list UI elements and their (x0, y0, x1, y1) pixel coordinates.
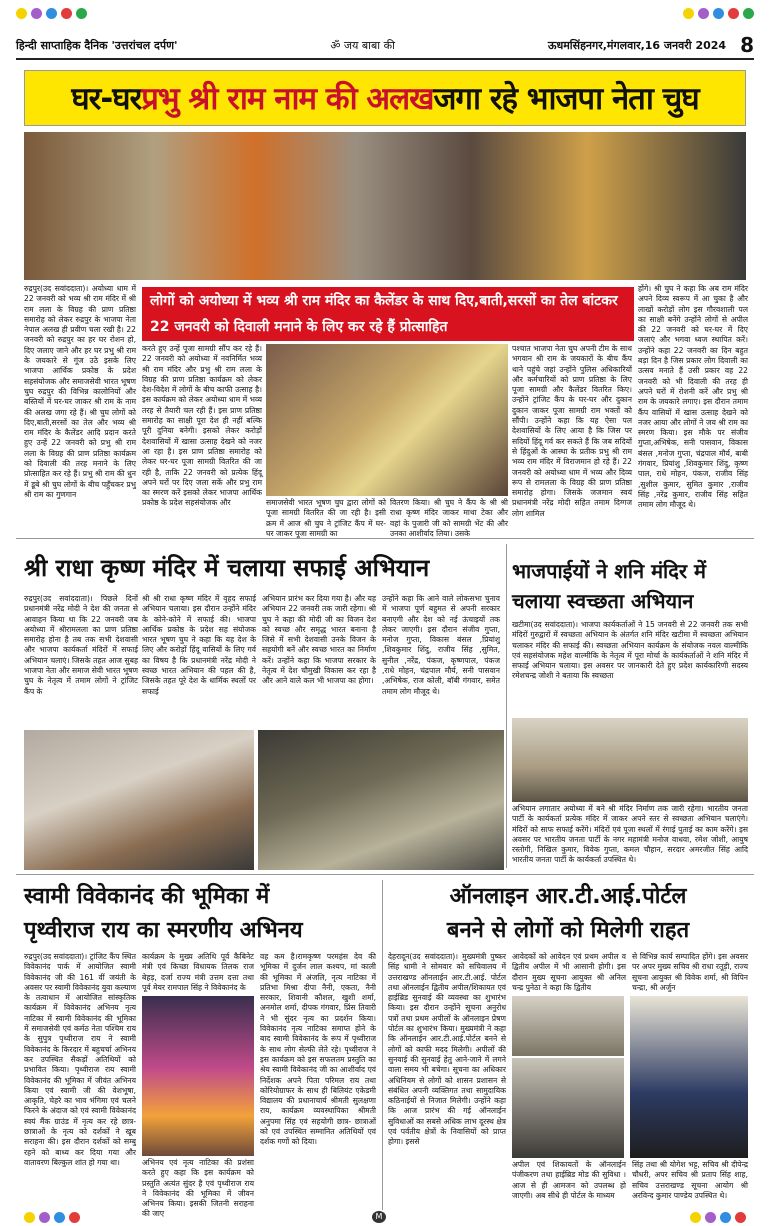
decorative-dots-right (683, 8, 754, 19)
vivekananda-headline-line1: स्वामी विवेकानंद की भूमिका में (24, 884, 270, 909)
dot (24, 1212, 35, 1223)
dot (76, 8, 87, 19)
lead-col-3: समाजसेवी भारत भूषण चुघ द्वारा लोगों को पूजा सामग्री वितरित की जा रही है। इसी क्रम में आज श्री चुघ ने ट्रांजिट कैंप में घर-घर जाकर पूजा सामग्री का (266, 498, 386, 538)
om-icon: ॐ (330, 38, 341, 52)
dot (683, 8, 694, 19)
slogan-text: जय बाबा की (343, 38, 395, 52)
dot (54, 1212, 65, 1223)
vivekananda-col-1: रुद्रपुर(उद सवांददाता)। ट्रांजिट कैंप स्थित विवेकानंद पार्क में आयोजित स्वामी विवेकानंद जी की 161 वीं जयंती के अवसर पर स्वामी विवेकानंद युवा कल्याण के तत्वाधान में आयोजित सांस्कृतिक कार्यक्रम में विवेकानंद अभिनय नृत्य नाटिका में स्वामी विवेकानंद की भूमिका में समाजसेवी एवं कर्मठ नेता पश्चिम राय के सुपुत्र पृथ्वीराज राय ने स्वामी विवेकानंद के किरदार में बहुचर्चा अभिनय कर उपस्थित सैकड़ों अतिथियों को प्रभावित किया। पृथ्वीराज राय स्वामी विवेकानंद की भूमिका में जीवंत अभिनय किया एवं स्वामी जी की वेशभूषा, आकृति, चेहरे का भाव भंगिमा एवं चलने फिरने के अंदाज को एवं स्वामी विवेकानंद स्वयं मैंक ग्राउंड में नृत्य कर रहे छात्र-छात्राओं के नृत्य को दर्शकों ने खूब सराहना की। इस दौरान दर्शकों को सम्बु रहने को बाध्य कर दिया गया और वातावरण बिल्कुल शांत हो गया था। (24, 952, 136, 1167)
radha-col-2: श्री श्री राधा कृष्ण मंदिर में वृहद सफाई अभियान चलाया। इस दौरान उन्होंने मंदिर के कोने-कोने में सफाई की। भाजपा आर्थिक प्रकोष्ठ के प्रदेश सह संयोजक भारत भूषण चुघ ने कहा कि यह देश के लिए और करोड़ों हिंदू वासियों के लिए गर्व का विषय है कि प्रधानमंत्री नरेंद्र मोदी ने स्वच्छ भारत अभियान की पहल की है, जिसके तहत पूरे देश के धार्मिक स्थलों पर सफाई (142, 594, 256, 696)
dot (720, 1212, 731, 1223)
dot (39, 1212, 50, 1223)
rti-col-2-bottom: अपील एवं शिकायतों के ऑनलाईन पंजीकरण तथा हाईब्रिड मोड की सुविधा । आज से ही आमजन को उपलब्ध हो जाएगी। अब सीधे ही पोर्टल के माध्यम (512, 1160, 626, 1200)
headline-part2: जगा रहे भाजपा नेता चुघ (433, 81, 699, 117)
rti-headline-line2: बनने से लोगों को मिलेगी राहत (446, 918, 690, 943)
rti-col-3-bottom: सिंह तथा श्री योगेश भट्ट, सचिव श्री दीपेन्द्र चौधरी, अपर सचिव श्री प्रताप सिंह शाह, सचिव उत्तराखण्ड सूचना आयोग श्री अरविन्द कुमार पाण्डेय उपस्थित थे। (632, 1160, 748, 1200)
dot (69, 1212, 80, 1223)
rti-photo-2 (512, 1058, 624, 1158)
shani-body: अभियान लगातार अयोध्या में बने श्री मंदिर निर्माण तक जारी रहेगा। भारतीय जनता पार्टी के कार्यकर्ता प्रत्येक मंदिर में जाकर अपने स्तर से स्वच्छता अभियान चलाएंगे। मंदिरों को साफ सफाई करेंगे। मंदिरों एवं पूजा स्थलों में रंगाई पुताई का काम करेंगे। इस अवसर पर भारतीय जनता पार्टी के नगर महामंत्री मनोज वाधवा, रमेश जोशी, आयुष रस्तोगी, निखिल कुमार, विवेक गुप्ता, कमल चौहान, सरदार अमरजीत सिंह आदि भारतीय जनता पार्टी के कार्यकर्ता उपस्थित थे। (512, 804, 748, 865)
shani-photo (512, 718, 748, 802)
page-number: 8 (740, 33, 754, 57)
lead-headline (24, 70, 746, 126)
lead-photo (24, 132, 746, 280)
dot (713, 8, 724, 19)
rti-headline-line1: ऑनलाइन आर.टी.आई.पोर्टल (449, 884, 687, 909)
dateline: ऊधमसिंहनगर,मंगलवार,16 जनवरी 2024 (547, 38, 727, 52)
dot (16, 8, 27, 19)
lead-col-6: होंगे। श्री चुघ ने कहा कि अब राम मंदिर अपने दिव्य स्वरूप में आ चुका है और लाखों करोड़ों लोग इस गौरवशाली पल का साक्षी बनेंगे उन्होंने लोगों से अपील की 22 जनवरी को घर-घर में दिए जलाएं और भगवा ध्वज स्थापित करें। उन्होंने कहा 22 जनवरी का दिन बहुत बड़ा दिन है जिस प्रकार लोग दिवाली का उत्सव मनाते हैं उसी प्रकार वह 22 जनवरी को भी दिवाली की तरह ही अपने घरों में रोशनी करें और प्रभु श्री राम के जयकारे लगाए। इस दौरान तमाम कैंप वासियों में खास उत्साह देखने को नजर आया और लोगों ने जय श्री राम का स्मरण किया। इस मौके पर संजीव गुप्ता,अभिषेक, सनी पासवान, विकास बंसल ,मनोज गुप्ता, चंद्रपाल मौर्य, बाबी गंगवार, प्रियांशु ,शिवकुमार शिंदु, कृष्ण पाल, राधे मोहन, पंकज, राजीव सिंह ,सुशील कुमार, सुमित कुमार ,राजीव सिंह ,नरेंद्र कुमार, राजीव सिंह सहित तमाम लोग मौजूद थे। (638, 284, 748, 510)
column-rule-2 (382, 880, 383, 1210)
dot (690, 1212, 701, 1223)
vivekananda-headline-line2: पृथ्वीराज राय का स्मरणीय अभिनय (24, 918, 303, 943)
vivekananda-photo (142, 996, 254, 1156)
lead-col-2: करते हुए उन्हें पूजा सामग्री सौंप कर रहे हैं। 22 जनवरी को अयोध्या में नवनिर्मित भव्य श्री राम मंदिर और प्रभु श्री राम लला के विग्रह की प्राण प्रतिष्ठा कार्यक्रम को लेकर देश-विदेश में लोगों के बीच काफी उत्साह है। इस कार्यक्रम को लेकर अयोध्या धाम में भव्य तरह से तैयारी चल रही हैं। इस प्राण प्रतिष्ठा समारोह का साक्षी पूरा देश ही नहीं बल्कि पूरी दुनिया बनेगी। इसको लेकर करोड़ों देशवासियों में खासा उत्साह देखने को नजर आ रहा है। इस प्राण प्रतिष्ठा समारोह को लेकर घर-घर पूजा सामग्री वितरित की जा रही है, ताकि 22 जनवरी को प्रत्येक हिंदू अपने घरों पर दिए जला सकें और प्रभु राम का स्मरण करें इसको लेकर भाजपा आर्थिक प्रकोष्ठ के प्रदेश सहसंयोजक और (142, 344, 262, 508)
dot (735, 1212, 746, 1223)
vivekananda-col-2-top: कार्यक्रम के मुख्य अतिथि पूर्व कैबिनेट मंत्री एवं किच्छा विधायक तिलक राज बेहड़, दर्जा राज्य मंत्री उत्तम दत्ता तथा पूर्व मेयर रामपाल सिंह ने विवेकानंद के (142, 952, 254, 992)
radha-col-1: रुद्रपुर(उद सवांददाता)। पिछले दिनों प्रधानमंत्री नरेंद्र मोदी ने देश की जनता से आवाहन किया था कि 22 जनवरी जब अयोध्या में श्रीरामलला का प्राण प्रतिष्ठा समारोह होना है तब तक सभी देशवासी और भाजपा कार्यकर्ता मंदिरों में सफाई अभियान चलाएं। जिसके तहत आज सुबह भाजपा नेता और समाज सेवी भारत भूषण चुघ के नेतृत्व में तमाम लोगों ने ट्रांजिट कैंप के (24, 594, 138, 696)
rti-photo-3 (630, 996, 748, 1158)
shani-headline-line1: भाजपाईयों ने शनि मंदिर में (512, 559, 706, 583)
paper-name: हिन्दी साप्ताहिक दैनिक 'उत्तरांचल दर्पण' (16, 38, 178, 52)
rti-photo-1 (512, 996, 624, 1056)
shani-headline-line2: चलाया स्वच्छता अभियान (512, 589, 694, 613)
rti-col-2-top: आवेदकों को आवेदन एवं प्रथम अपील व द्वितीय अपील में भी आसानी होगी। इस दौरान मुख्य सूचना आयुक्त श्री अनिल चन्द्र पुनेठा ने कहा कि द्वितीय (512, 952, 626, 992)
slogan (177, 38, 547, 53)
column-rule (506, 544, 507, 868)
headline-part1: घर-घर (71, 81, 142, 117)
decorative-dots-bottom-right (690, 1212, 746, 1223)
shani-intro: खटीमा(उद सवांददाता)। भाजपा कार्यकर्ताओं ने 15 जनवरी से 22 जनवरी तक सभी मंदिरों गुरुद्वारों में स्वच्छता अभियान के अंतर्गत शनि मंदिर खटीमा में स्वच्छता अभियान चलाकर मंदिर की सफाई की। स्वच्छता अभियान कार्यक्रम के संयोजक नवल वाल्मीकि एवं सहसंयोजक महेश वाल्मीकि के नेतृत्व में पूरा मोर्चा के कार्यकर्ताओं ने शनि मंदिर में सफाई अभियान चलाया। इस अवसर पर जानकारी देते हुए प्रदेश कार्यकारिणी सदस्य रमेशचन्द्र जोशी ने बताया कि स्वच्छता (512, 620, 748, 681)
vivekananda-col-2-bottom: अभिनय एवं नृत्य नाटिका की प्रशंसा करते हुए कहा कि इस कार्यक्रम को प्रस्तुति अत्यंत सुंदर है एवं पृथ्वीराज राय ने विवेकानंद की भूमिका में जीवन अभिनय किया। इसकी जितनी सराहना की जाए (142, 1158, 254, 1219)
decorative-dots-left (16, 8, 87, 19)
dot (698, 8, 709, 19)
lead-col-5: पश्चात भाजपा नेता चुघ अपनी टीम के साथ भगवान श्री राम के जयकारों के बीच कैंप थाने पहुंचे जहां उन्होंने पुलिस अधिकारियों और कर्मचारियों को प्राण प्रतिष्ठा के लिए पूजा सामग्री और कैलेंडर वितरित किए। उन्होंने ट्रांजिट कैंप के घर-घर और दुकान दुकान जाकर पूजा सामग्री राम भक्तों को सौंपी। उन्होंने कहा कि यह ऐसा पल देशवासियों के लिए आया है कि जिस पर सदियों हिंदू गर्व कर सकते हैं कि जब सदियों से हिंदुओं के आस्था के प्रतीक प्रभु श्री राम भव्य राम मंदिर में विराजमान हो रहे हैं। 22 जनवरी को अयोध्या धाम में भव्य और दिव्य रूप से रामलला के विग्रह की प्राण प्रतिष्ठा समारोह होगा। जिसके जजमान स्वयं प्रधानमंत्री नरेंद्र मोदी सहित तमाम दिग्गज लोग शामिल (512, 344, 632, 518)
dot (46, 8, 57, 19)
rti-col-1: देहरादून(उद सवांददाता)। मुख्यमंत्री पुष्कर सिंह धामी ने सोमवार को सचिवालय में उत्तराखण्ड ऑनलाईन आर.टी.आई. पोर्टल तथा ऑनलाईन द्वितीय अपील/शिकायत एवं हाईब्रिड सुनवाई की व्यवस्था का शुभारंभ किया। इस दौरान उन्होंने सूचना अनुरोध पत्रों तथा प्रथम अपीलों के ऑनलाइन प्रेषण पोर्टल का शुभारंभ किया। मुख्यमंत्री ने कहा कि ऑनलाईन आर.टी.आई.पोर्टल बनने से लोगों को काफी मदद मिलेगी। अपीलों की सुनवाई की सुनवाई हेतु आने-जाने में लगने वाला समय भी बचेगा। सूचना का अधिकार अधिनियम से लोगों को शासन प्रशासन से संबंधित अपनी व्यक्तिगत तथा सामुदायिक कठिनाईयों से निजात मिलेगी। उन्होंने कहा कि आज प्रारंभ की गई ऑनलाईन सुविधाओं का सबसे अधिक लाभ दूरस्थ क्षेत्र एवं पर्वतीय क्षेत्रों के निवासियों को प्राप्त होगा। इससे (388, 952, 506, 1147)
lead-col-4: वितरण किया। श्री चुघ ने कैंप के श्री श्री राधा कृष्ण मंदिर जाकर माथा टेका और वहां के पुजारी जी को सामग्री भेंट की और उनका आशीर्वाद लिया। उसके (390, 498, 508, 538)
vivekananda-col-3: वह कम है।रामकृष्ण परमहंस देव की भूमिका में दुर्जन लाल कश्यप, मां काली की भूमिका में अंजलि, नृत्य नाटिका में प्रतिभा मिश्रा दीपा नैनी, एकता, नैनी सरकार, शिवानी कौशल, खुशी शर्मा, अनमोल शर्मा, दीपक गंगवार, प्रिंस तिवारी ने भी सुंदर नृत्य का प्रदर्शन किया। विवेकानंद नृत्य नाटिका समाप्त होने के बाद स्वामी विवेकानंद के रूप में पृथ्वीराज के साथ लोग सेल्फी लेते रहे। पृथ्वीराज ने इस कार्यक्रम को इस सफलतम प्रस्तुति का श्रेय स्वामी विवेकानंद जी का आशीर्वाद एवं निर्देशक अपने पिता परिमल राय तथा कोरियोग्राफर के साथ ही बिलियंट एकेडमी विद्यालय की प्रधानाचार्य श्रीमती सुलक्षणा राय, कार्यक्रम व्यवस्थापिका श्रीमती अनुपमा सिंह एवं सहयोगी छात्र- छात्राओं को एवं उपस्थित सम्मानित अतिथियों एवं दर्शक गणों को दिया। (260, 952, 376, 1147)
rti-col-3-top: से विभिन्न कार्य सम्पादित होंगे। इस अवसर पर अपर मुख्य सचिव श्री राधा रतूड़ी, राज्य सूचना आयुक्त श्री विवेक शर्मा, श्री विपिन चन्द्रा, श्री अर्जुन (632, 952, 748, 992)
section-rule-2 (16, 874, 754, 875)
masthead-rule (16, 58, 754, 60)
section-rule (16, 538, 754, 539)
dot (728, 8, 739, 19)
radha-col-3: अभियान प्रारंभ कर दिया गया है। और यह अभियान 22 जनवरी तक जारी रहेगा। श्री चुघ ने कहा की मोदी जी का विजन देश को स्वच्छ और समृद्ध भारत बनाना है जिसे में सभी देशवासी उनके विजन के सहयोगी बनें और स्वच्छ भारत का निर्माण करें। उन्होंने कहा कि भाजपा सरकार के नेतृत्व में देश चौमुखी विकास कर रहा है और आने वाले कल भी भाजपा का होगा। (262, 594, 376, 686)
radha-photo-2 (258, 730, 504, 870)
lead-photo-2 (266, 344, 508, 496)
dot (31, 8, 42, 19)
dot (61, 8, 72, 19)
dot (705, 1212, 716, 1223)
lead-col-1: रुद्रपुर(उद सवांददाता)। अयोध्या धाम में 22 जनवरी को भव्य श्री राम मंदिर में श्री राम लला के विग्रह की प्राण प्रतिष्ठा समारोह को लेकर रुद्रपुर के भाजपा नेता नेपाल अलख ही प्रवीण चला रखी है। 22 जनवरी को रुद्रपुर का हर घर रोशन हो, दिए जलाए जाने और हर घर प्रभु श्री राम के जयकारे से गूंज उठे इसके लिए भाजपा आर्थिक प्रकोष्ठ के प्रदेश सहसंयोजक और समाजसेवी भारत भूषण चुघ रुद्रपुर की विभिन्न कालोनियों और बस्तियों में घर-घर जाकर श्री राम के नाम की अलख जगा रहे हैं। श्री चुघ लोगों को दिए,बाती,सरसों का तेल और भव्य श्री राम मंदिर के कैलेंडर आदि प्रदान करते हुए उन्हें 22 जनवरी को प्रभु श्री राम लला के विग्रह की प्राण प्रतिष्ठा कार्यक्रम को दिवाली की तरह मनाने के लिए प्रोत्साहित कर रहे हैं। प्रभु श्री राम की धुन में डूबे श्री चुघ लोगों के बीच पहुँचकर प्रभु श्री राम का गुणगान (24, 284, 136, 499)
radha-photo-1 (24, 730, 254, 870)
radha-col-4: उन्होंने कहा कि आने वाले लोकसभा चुनाव में भाजपा पूर्ण बहुमत से अपनी सरकार बनाएगी और देश को नई ऊंचाइयों तक लेकर जाएगी। इस दौरान संजीव गुप्ता, मनोज गुप्ता, विकास बंसल ,प्रियांशु ,शिवकुमार शिंदु, राजीव सिंह ,सुमित, सुनील ,नरेंद्र, पंकज, कृष्णपाल, पंकज ,राधे मोहन, चंद्रपाल मौर्य, सनी पासवान ,अभिषेक, राज कोली, बॉबी गंगवार, समेत तमाम लोग मौजूद थे। (382, 594, 500, 696)
footer-logo: M (372, 1211, 386, 1223)
radha-headline: श्री राधा कृष्ण मंदिर में चलाया सफाई अभियान (24, 554, 430, 582)
masthead (16, 34, 754, 56)
lead-subheadline: लोगों को अयोध्या में भव्य श्री राम मंदिर का कैलेंडर के साथ दिए,बाती,सरसों का तेल बांटकर 22 जनवरी को दिवाली मनाने के लिए कर रहे हैं प्रोत्साहित (142, 287, 634, 341)
dot (743, 8, 754, 19)
headline-red: प्रभु श्री राम नाम की अलख (141, 81, 434, 117)
decorative-dots-bottom-left (24, 1212, 80, 1223)
